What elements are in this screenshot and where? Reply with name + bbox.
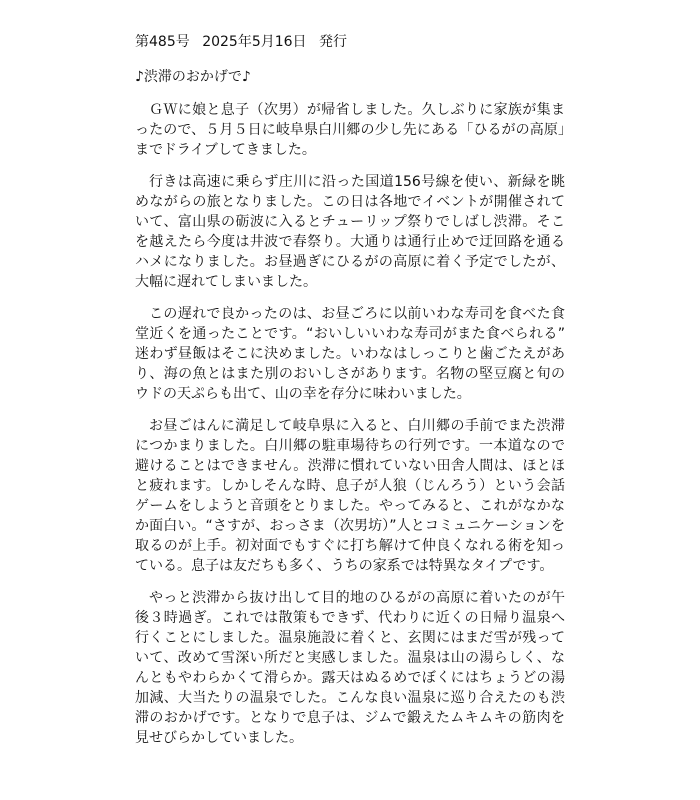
article-paragraph-3: この遅れで良かったのは、お昼ごろに以前いわな寿司を食べた食堂近くを通ったことです。“おいしいいわな寿司がまた食べられる”迷わず昼飯はそこに決めました。いわなはしっこりと歯ごたえがあり、海の魚とはまた別のおいしさがあります。名物の堅豆腐と旬のウドの天ぷらも出て、山の幸を存分に味わいました。 <box>135 306 565 402</box>
article-paragraph-4: お昼ごはんに満足して岐阜県に入ると、白川郷の手前でまた渋滞につかまりました。白川郷の駐車場待ちの行列です。一本道なので避けることはできません。渋滞に慣れていない田舎人間は、ほとほと疲れます。しかしそんな時、息子が人狼（じんろう）という会話ゲームをしようと音頭をとりました。やってみると、これがなかなか面白い。“さすが、おっさま（次男坊）”人とコミュニケーションを取るのが上手。初対面でもすぐに打ち解けて仲良くなれる術を知っている。息子は友だちも多く、うちの家系では特異なタイプです。 <box>135 418 565 574</box>
article-title: ♪渋滞のおかげで♪ <box>135 69 251 85</box>
issue-number: 第485号 <box>135 34 190 50</box>
article-paragraph-1: ＧＷに娘と息子（次男）が帰省しました。久しぶりに家族が集まったので、５月５日に岐阜県白川郷の少し先にある「ひるがの高原」までドライブしてきました。 <box>135 102 565 158</box>
issue-header <box>135 33 565 51</box>
issue-date: 2025年5月16日 <box>202 34 307 50</box>
article-paragraph-5: やっと渋滞から抜け出して目的地のひるがの高原に着いたのが午後３時過ぎ。これでは散策もできず、代わりに近くの日帰り温泉へ行くことにしました。温泉施設に着くと、玄関にはまだ雪が残っていて、改めて雪深い所だと実感しました。温泉は山の湯らしく、なんともやわらかくて滑らか。露天はぬるめでぼくにはちょうどの湯加減、大当たりの温泉でした。こんな良い温泉に巡り合えたのも渋滞のおかげです。となりで息子は、ジムで鍛えたムキムキの筋肉を見せびらかしていました。 <box>135 590 565 746</box>
issue-published-label: 発行 <box>319 34 347 50</box>
article-paragraph-2: 行きは高速に乗らず庄川に沿った国道156号線を使い、新緑を眺めながらの旅となりました。この日は各地でイベントが開催されていて、富山県の砺波に入るとチューリップ祭りでしばし渋滞。そこを越えたら今度は井波で春祭り。大通りは通行止めで迂回路を通るハメになりました。お昼過ぎにひるがの高原に着く予定でしたが、大幅に遅れてしまいました。 <box>135 174 565 290</box>
newsletter-page <box>135 33 565 760</box>
